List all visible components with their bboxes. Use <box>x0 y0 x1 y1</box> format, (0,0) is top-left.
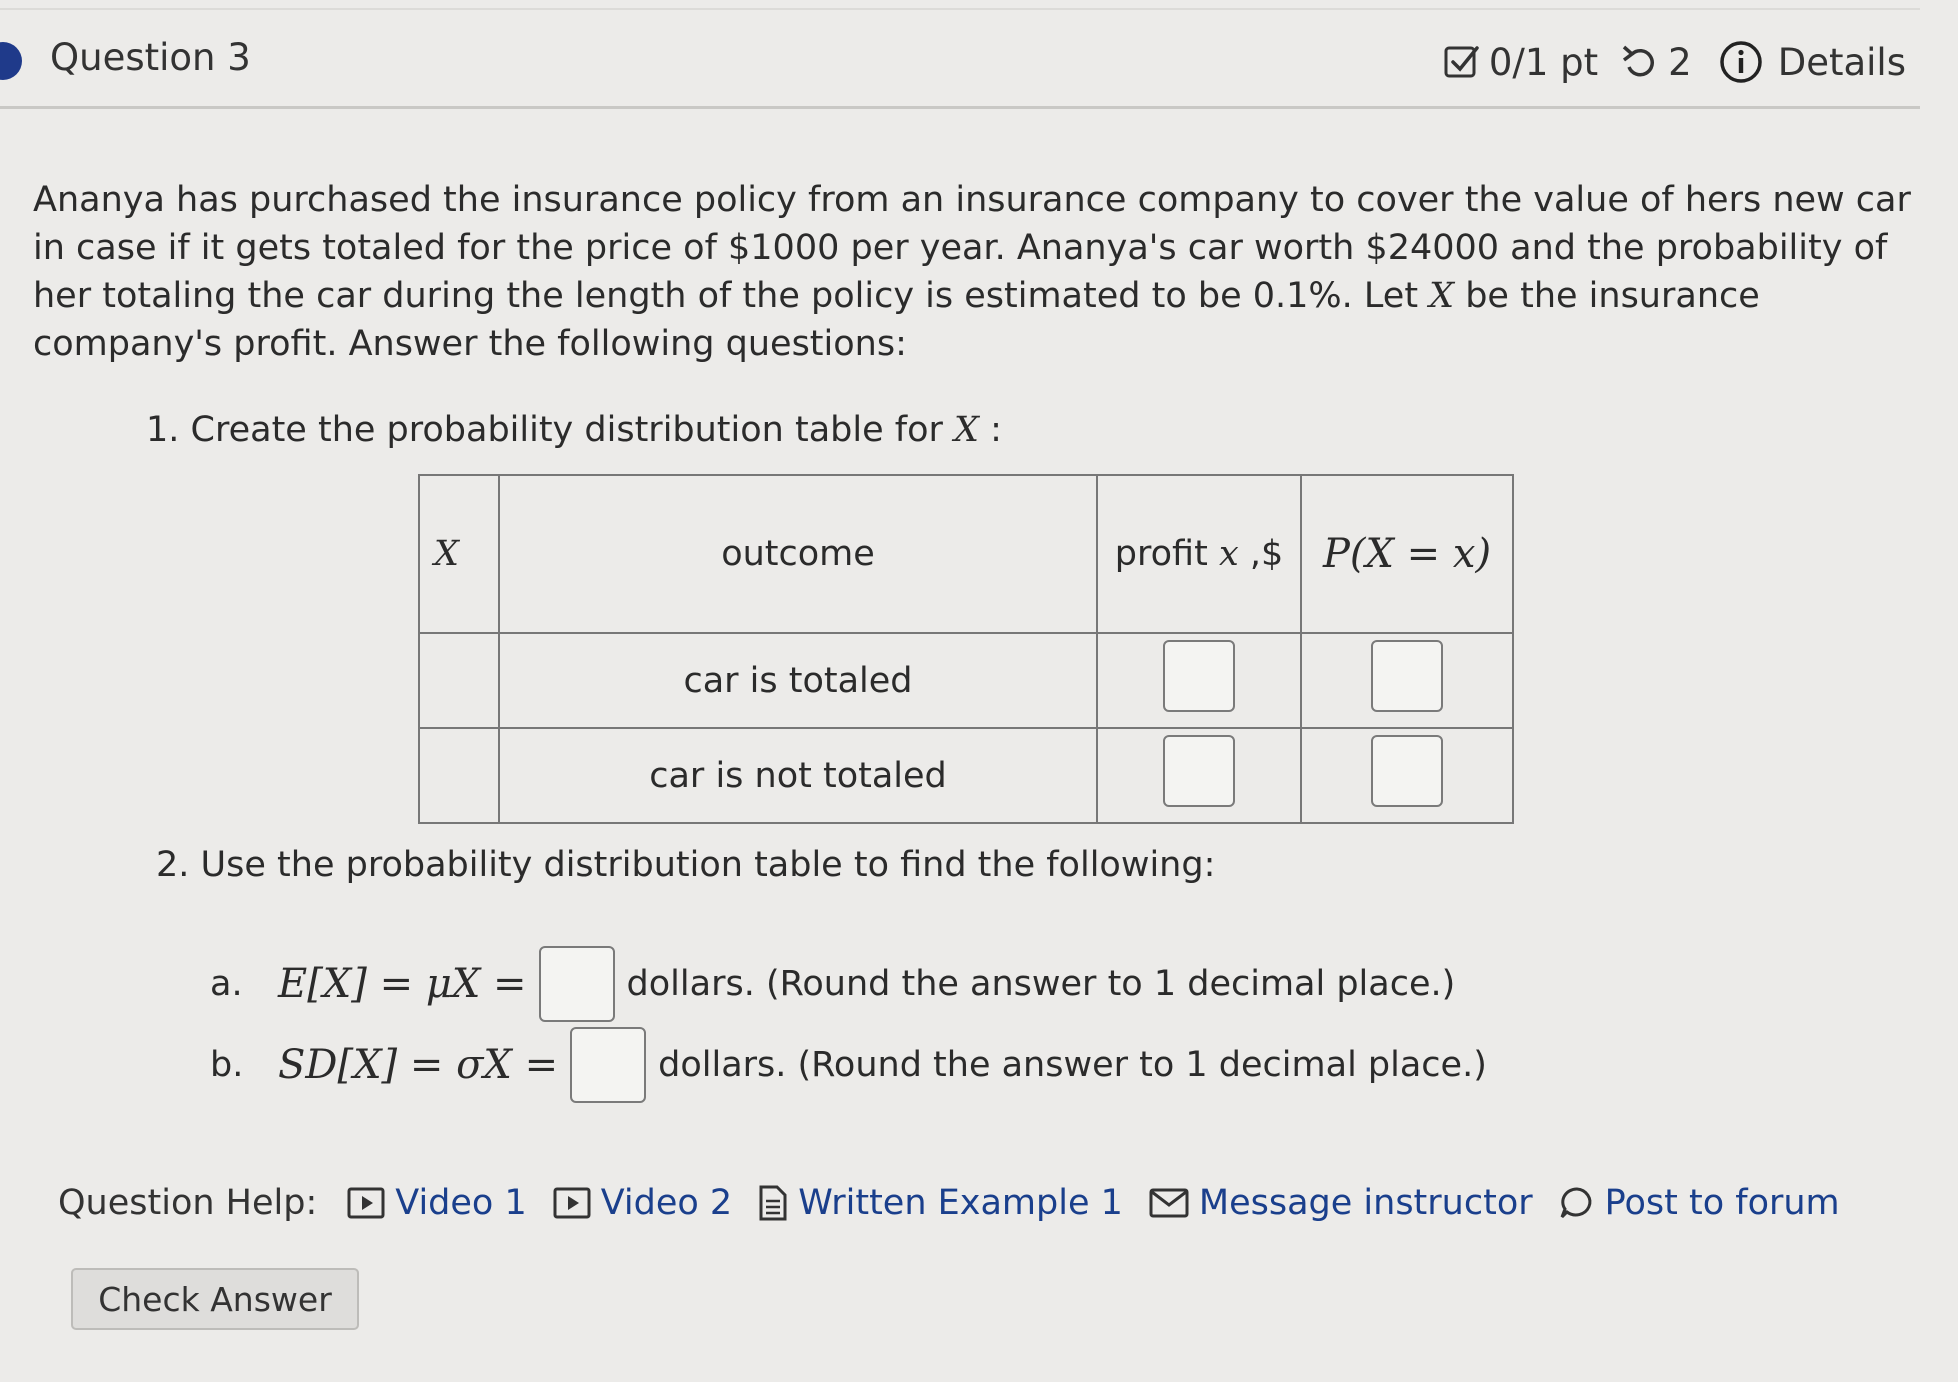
standard-deviation-expression: SD[X] = σX = <box>278 1042 559 1088</box>
retry-icon <box>1620 43 1660 81</box>
profit-input-not-totaled[interactable] <box>1163 735 1235 807</box>
top-border <box>0 8 1920 10</box>
video-2-link[interactable]: Video 2 <box>553 1183 732 1223</box>
question-status-bar <box>1443 36 1906 88</box>
question-bullet-icon <box>0 42 22 80</box>
info-icon[interactable] <box>1718 39 1764 85</box>
standard-deviation-input[interactable] <box>570 1027 646 1103</box>
video-icon <box>553 1187 591 1219</box>
details-link[interactable]: Details <box>1777 40 1906 84</box>
score-check-icon <box>1443 43 1481 81</box>
envelope-icon <box>1149 1188 1189 1218</box>
probability-input-totaled[interactable] <box>1371 640 1443 712</box>
answer-a-instructions: dollars. (Round the answer to 1 decimal place.) <box>626 964 1456 1004</box>
post-to-forum-link[interactable]: Post to forum <box>1559 1183 1840 1223</box>
document-icon <box>758 1184 788 1222</box>
header-probability: P(X = x) <box>1301 475 1513 633</box>
profit-cell <box>1097 633 1301 728</box>
answer-a-label: a. <box>210 964 243 1004</box>
x-cell <box>419 633 499 728</box>
question-title: Question 3 <box>50 36 251 79</box>
outcome-cell: car is not totaled <box>499 728 1097 823</box>
expected-value-input[interactable] <box>539 946 615 1022</box>
answer-b-instructions: dollars. (Round the answer to 1 decimal place.) <box>658 1045 1487 1085</box>
video-icon <box>347 1187 385 1219</box>
answer-b-line <box>210 1027 1487 1103</box>
x-cell <box>419 728 499 823</box>
part-2-prompt: 2. Use the probability distribution table to find the following: <box>156 845 1216 885</box>
header-divider <box>0 106 1920 109</box>
expected-value-expression: E[X] = μX = <box>278 961 527 1007</box>
profit-cell <box>1097 728 1301 823</box>
answer-b-label: b. <box>210 1045 244 1085</box>
part-1-prompt: 1. Create the probability distribution table for X : <box>146 410 1002 450</box>
profit-input-totaled[interactable] <box>1163 640 1235 712</box>
attempts-count: 2 <box>1668 40 1692 84</box>
answer-a-line <box>210 946 1455 1022</box>
header-outcome: outcome <box>499 475 1097 633</box>
variable-x: X <box>1429 276 1455 316</box>
question-help-bar <box>58 1178 1866 1228</box>
check-answer-button[interactable]: Check Answer <box>71 1268 359 1330</box>
written-example-link[interactable]: Written Example 1 <box>758 1183 1123 1223</box>
header-x: X <box>419 475 499 633</box>
message-instructor-link[interactable]: Message instructor <box>1149 1183 1533 1223</box>
probability-input-not-totaled[interactable] <box>1371 735 1443 807</box>
speech-bubble-icon <box>1559 1185 1595 1221</box>
outcome-cell: car is totaled <box>499 633 1097 728</box>
table-row <box>419 633 1513 728</box>
probability-cell <box>1301 633 1513 728</box>
probability-cell <box>1301 728 1513 823</box>
probability-distribution-table <box>418 474 1514 824</box>
problem-statement: Ananya has purchased the insurance policy from an insurance company to cover the value of hers new car in case if it gets totaled for the price of $1000 per year. Ananya's car worth $24000 and the probability of her totaling the car during the length of the policy is estimated to be 0.1%. Let X be the insurance company's profit. Answer the following questions: <box>33 180 1911 364</box>
table-row <box>419 728 1513 823</box>
table-header-row <box>419 475 1513 633</box>
header-profit: profit x ,$ <box>1097 475 1301 633</box>
question-help-label: Question Help: <box>58 1183 318 1223</box>
video-1-link[interactable]: Video 1 <box>347 1183 526 1223</box>
score-text: 0/1 pt <box>1488 40 1599 84</box>
